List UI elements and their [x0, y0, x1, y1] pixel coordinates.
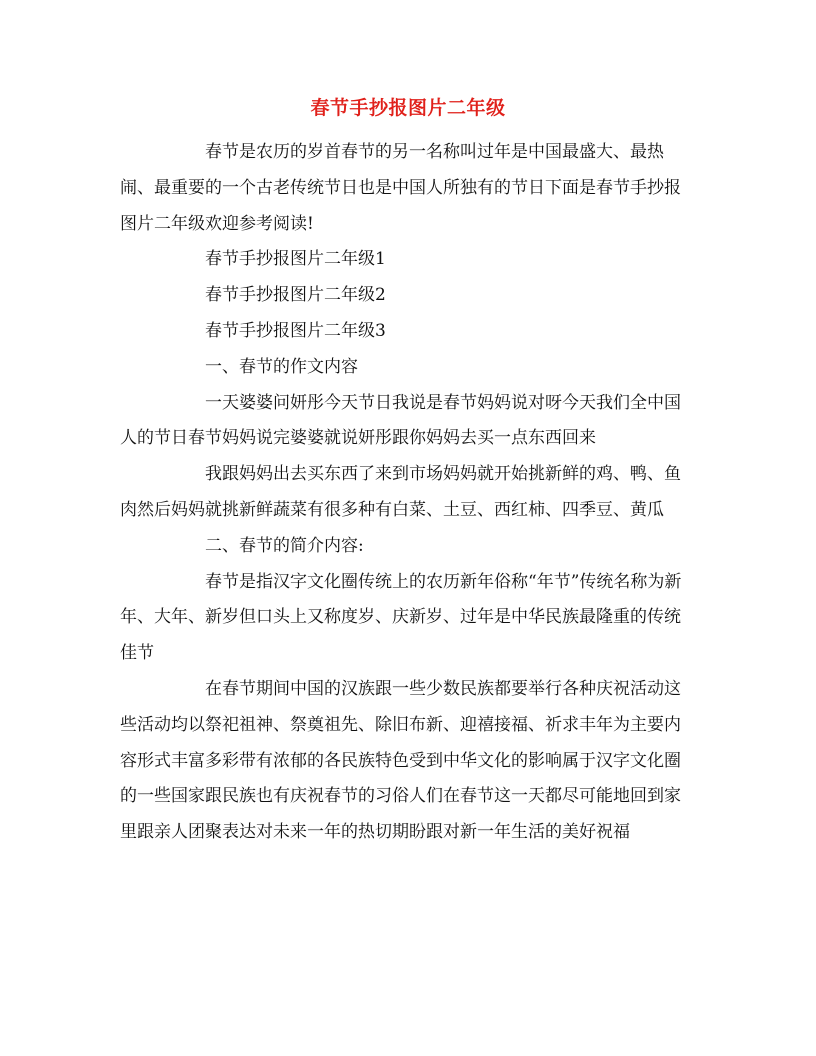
section-heading-composition: 一、春节的作文内容 — [205, 356, 358, 377]
image-link-2[interactable]: 春节手抄报图片二年级2 — [205, 285, 386, 306]
intro-paragraph: 春节是农历的岁首春节的另一名称叫过年是中国最盛大、最热闹、最重要的一个古老传统节日也是中国人所独有的节日下面是春节手抄报图片二年级欢迎参考阅读! — [120, 142, 681, 234]
introduction-paragraph-1: 春节是指汉字文化圈传统上的农历新年俗称“年节”传统名称为新年、大年、新岁但口头上又称度岁、庆新岁、过年是中华民族最隆重的传统佳节 — [120, 571, 682, 664]
document-title: 春节手抄报图片二年级 — [310, 97, 506, 119]
introduction-paragraph-2: 在春节期间中国的汉族跟一些少数民族都要举行各种庆祝活动这些活动均以祭祀祖神、祭奠祖先、除旧布新、迎禧接福、祈求丰年为主要内容形式丰富多彩带有浓郁的各民族特色受到中华文化的影响属于汉字文化圈的一些国家跟民族也有庆祝春节的习俗人们在春节这一天都尽可能地回到家里跟亲人团聚表达对未来一年的热切期盼跟对新一年生活的美好祝福 — [120, 678, 681, 843]
composition-paragraph-2: 我跟妈妈出去买东西了来到市场妈妈就开始挑新鲜的鸡、鸭、鱼肉然后妈妈就挑新鲜蔬菜有很多种有白菜、土豆、西红柿、四季豆、黄瓜 — [120, 464, 681, 520]
image-link-3[interactable]: 春节手抄报图片二年级3 — [205, 320, 386, 341]
section-heading-introduction: 二、春节的简介内容: — [205, 535, 364, 556]
image-link-1[interactable]: 春节手抄报图片二年级1 — [205, 249, 386, 270]
composition-paragraph-1: 一天婆婆问妍彤今天节日我说是春节妈妈说对呀今天我们全中国人的节日春节妈妈说完婆婆就说妍彤跟你妈妈去买一点东西回来 — [120, 392, 681, 449]
document-body — [120, 135, 696, 851]
